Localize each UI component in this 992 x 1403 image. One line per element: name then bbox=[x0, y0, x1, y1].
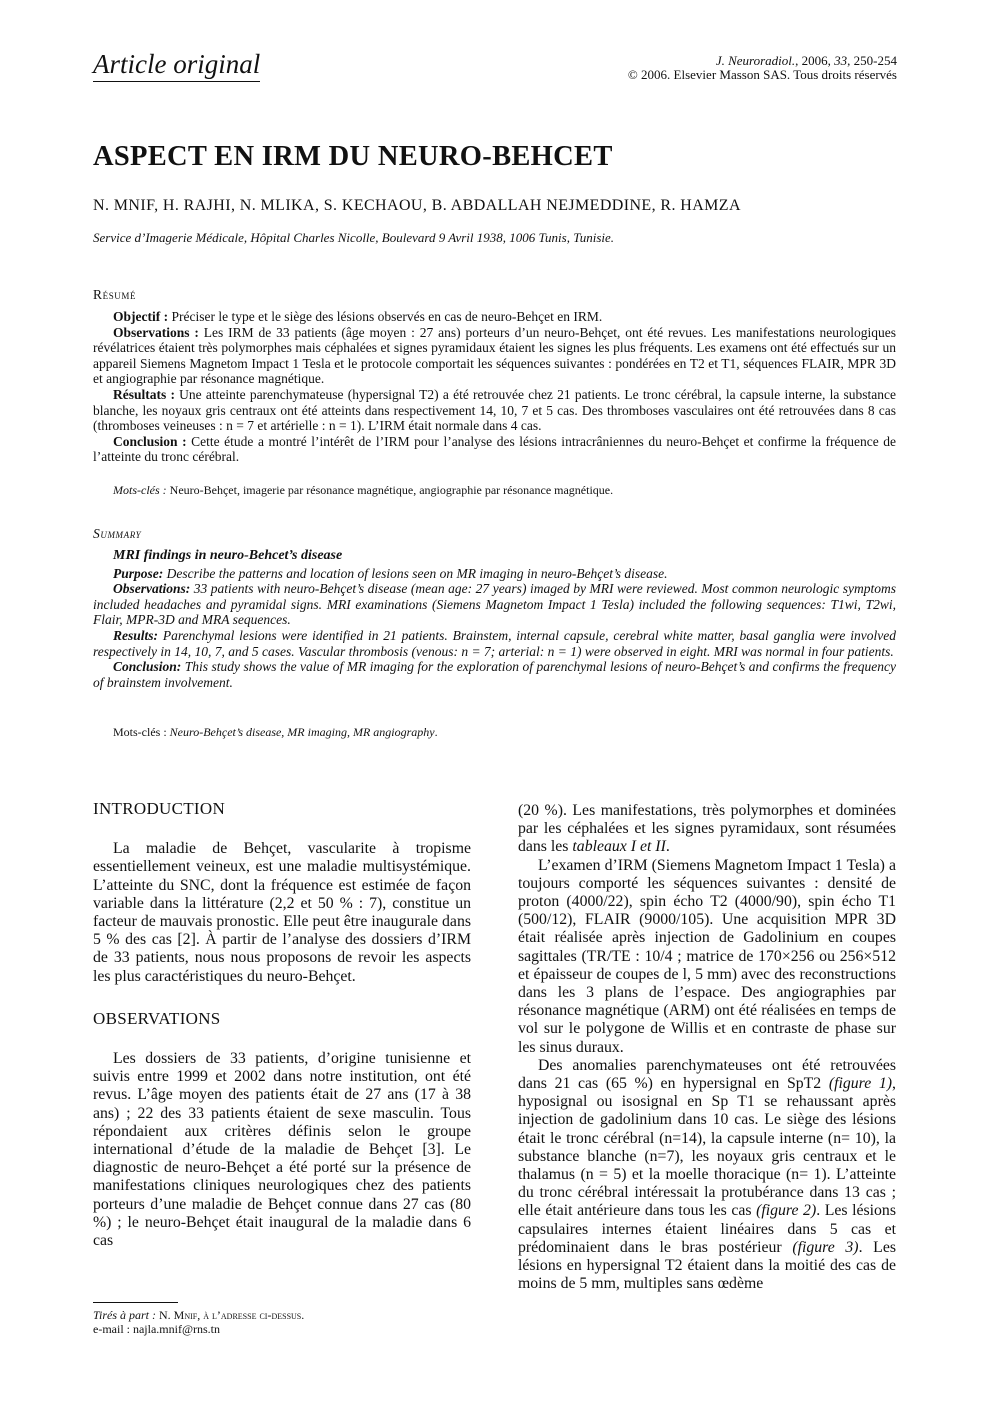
section-tag: Article original bbox=[93, 48, 260, 82]
resume-keywords bbox=[93, 483, 896, 498]
summary-keywords bbox=[93, 725, 896, 740]
resume-heading: Résumé bbox=[93, 287, 137, 302]
summary-results bbox=[93, 628, 896, 659]
summary-purpose-label: Purpose: bbox=[113, 565, 164, 581]
resume-resultats-text: Une atteinte parenchymateuse (hypersignal T2) a été retrouvée chez 21 patients. Le tronc cérébral, la capsule interne, la substance blanche, les noyaux gris centraux ont été atteints dans respectivement 14, 10, 7 et 5 cas. Des thromboses vasculaires ont été retrouvées dans 8 cas (thromboses veineuses : n = 7 et artérielle : n = 1). L’IRM était normale dans 4 cas. bbox=[93, 386, 896, 434]
journal-pages: , 250-254 bbox=[847, 53, 897, 68]
summary-observations-label: Observations: bbox=[113, 581, 191, 597]
figure-3-reference: (figure 3) bbox=[792, 1238, 859, 1256]
journal-name: J. Neuroradiol. bbox=[715, 53, 796, 68]
observations-paragraph: Les dossiers de 33 patients, d’origine tunisienne et suivis entre 1999 et 2002 dans notre institution, ont été revus. L’âge moyen des patients était de 27 ans (17 à 38 ans) ; 22 des 33 patients étaient de sexe masculin. Tous répondaient aux critères définis selon le groupe international d’étude de la maladie de Behçet [3]. Le diagnostic de neuro-Behçet a été porté sur la présence de manifestations cliniques neurologiques chez des patients porteurs d’une maladie de Behçet connue dans 27 cas (80 %) ; le neuro-Behçet était inaugural de la maladie dans 6 cas bbox=[93, 1050, 471, 1250]
summary-keywords-text: Neuro-Behçet’s disease, MR imaging, MR angiography bbox=[169, 725, 435, 739]
resume-resultats-label: Résultats : bbox=[113, 386, 175, 402]
summary-results-label: Results: bbox=[113, 627, 159, 643]
figure-2-reference: (figure 2) bbox=[756, 1202, 817, 1220]
summary-conclusion-text: This study shows the value of MR imaging for the exploration of parenchymal lesions of neuro-Behçet’s and confirms the frequency of brainstem involvement. bbox=[93, 659, 896, 690]
resume-keywords-text: Neuro-Behçet, imagerie par résonance magnétique, angiographie par résonance magnétique. bbox=[166, 483, 614, 497]
summary-keywords-label: Mots-clés : bbox=[113, 725, 170, 739]
copyright-line: © 2006. Elsevier Masson SAS. Tous droits réservés bbox=[627, 67, 897, 82]
summary-conclusion bbox=[93, 659, 896, 690]
citation-line bbox=[628, 54, 897, 68]
resume-resultats bbox=[93, 387, 896, 434]
resume-abstract bbox=[93, 309, 896, 465]
resume-observations-text: Les IRM de 33 patients (âge moyen : 27 ans) porteurs d’un neuro-Behçet, ont été revues. Les manifestations neurologiques révélatrices étaient très polymorphes mais céphalées et signes pyramidaux étaient les signes les plus fréquents. Les examens ont été effectués sur un appareil Siemens Magnetom Impact 1 Tesla et le protocole comportait les séquences suivantes : pondérées en T2 et T1, séquences FLAIR, MPR 3D et angiographie par résonance magnétique. bbox=[93, 324, 896, 387]
right-p3-text-d: . Les lésions en hypersignal T2 étaient dans la moitié des cas de moins de 5 mm, multiples sans œdème bbox=[518, 1238, 896, 1293]
email-line: e-mail : najla.mnif@rns.tn bbox=[93, 1322, 221, 1336]
resume-conclusion-label: Conclusion : bbox=[113, 433, 187, 449]
journal-volume: 33 bbox=[834, 53, 848, 68]
summary-purpose bbox=[93, 566, 896, 582]
resume-observations-label: Observations : bbox=[113, 324, 199, 340]
summary-observations-text: 33 patients with neuro-Behçet’s disease (mean age: 27 years) imaged by MRI were reviewed. Most common neurologic symptoms included headaches and pyramidal signs. MRI examinations (Siemens Magnetom Impact 1 Tesla) included the following sequences: T1wi, T2wi, Flair, MPR-3D and MRA sequences. bbox=[93, 581, 896, 628]
right-p1-end: . bbox=[665, 838, 670, 856]
article-title: ASPECT EN IRM DU NEURO-BEHCET bbox=[93, 141, 613, 172]
resume-keywords-label: Mots-clés : bbox=[113, 483, 167, 497]
right-paragraph-3 bbox=[518, 1057, 896, 1294]
summary-results-text: Parenchymal lesions were identified in 21 patients. Brainstem, internal capsule, cerebral white matter, basal ganglia were involved respectively in 14, 10, 7, and 5 cases. Vascular thrombosis (venous: n = 7; arterial: n = 1) were observed in eight. MRI was normal in four patients. bbox=[93, 627, 896, 659]
resume-observations bbox=[93, 325, 896, 387]
body-right-column bbox=[518, 802, 896, 1293]
right-paragraph-2: L’examen d’IRM (Siemens Magnetom Impact 1 Tesla) a toujours comporté les séquences suivantes : densité de proton (4000/22), spin écho T2 (4000/90), spin écho T1 (500/12), FLAIR (9000/105). Une acquisition MPR 3D était réalisée après injection de Gadolinium en coupes sagittales (TR/TE : 10/4 ; matrice de 170×256 ou 256×512 et épaisseur de coupes de l, 5 mm) avec des reconstructions dans les 3 plans de l’espace. Des angiographies par résonance magnétique (ARM) ont été réalisées en temps de vol sur le polygone de Willis et en contraste de phase sur les sinus duraux. bbox=[518, 856, 896, 1056]
right-p3-text-b: , hyposignal ou isosignal en Sp T1 se rehaussant après injection de gadolinium dans 10 cas. Le siège des lésions était le tronc cérébral (n=14), la capsule interne (n= 10), la substance blanche (n=7), les noyaux gris centraux et le thalamus (n = 5) et la moelle thoracique (n= 1). L’atteinte du tronc cérébral intéressait la protubérance dans 13 cas ; elle était antérieure dans tous les cas bbox=[518, 1075, 896, 1220]
journal-year: , 2006, bbox=[795, 53, 835, 68]
summary-purpose-text: Describe the patterns and location of lesions seen on MR imaging in neuro-Behçet’s disease. bbox=[163, 565, 668, 581]
summary-heading: Summary bbox=[93, 526, 142, 541]
reprint-author: N. Mnif, à l’adresse ci-dessus. bbox=[156, 1308, 305, 1322]
journal-reference bbox=[628, 54, 897, 82]
resume-conclusion bbox=[93, 434, 896, 465]
resume-objectif bbox=[93, 309, 896, 325]
summary-conclusion-label: Conclusion: bbox=[113, 659, 182, 675]
summary-title: MRI findings in neuro-Behcet’s disease bbox=[113, 548, 343, 563]
footnote bbox=[93, 1308, 304, 1336]
body-left-column bbox=[93, 800, 471, 1250]
summary-observations bbox=[93, 581, 896, 628]
resume-conclusion-text: Cette étude a montré l’intérêt de l’IRM pour l’analyse des lésions intracrâniennes du neuro-Behçet et confirme la fréquence de l’atteinte du tronc cérébral. bbox=[93, 433, 896, 465]
figure-1-reference: (figure 1) bbox=[828, 1075, 893, 1093]
author-list: N. MNIF, H. RAJHI, N. MLIKA, S. KECHAOU, B. ABDALLAH NEJMEDDINE, R. HAMZA bbox=[93, 197, 741, 214]
summary-keywords-end: . bbox=[434, 725, 438, 739]
affiliation: Service d’Imagerie Médicale, Hôpital Charles Nicolle, Boulevard 9 Avril 1938, 1006 Tunis, Tunisie. bbox=[93, 230, 615, 245]
introduction-heading: INTRODUCTION bbox=[93, 799, 226, 818]
reprint-line bbox=[93, 1308, 304, 1322]
right-p3-text-a: Des anomalies parenchymateuses ont été retrouvées dans 21 cas (65 %) en hypersignal en SpT2 bbox=[518, 1056, 896, 1093]
footnote-divider bbox=[93, 1302, 178, 1303]
right-p1-text: (20 %). Les manifestations, très polymorphes et dominées par les céphalées et les signes pyramidaux, sont résumées dans les bbox=[518, 802, 896, 856]
resume-objectif-text: Préciser le type et le siège des lésions observés en cas de neuro-Behçet en IRM. bbox=[168, 309, 603, 324]
right-p3-text-c: . Les lésions capsulaires internes étaient linéaires dans 5 cas et prédominaient dans le bras postérieur bbox=[518, 1202, 896, 1256]
resume-objectif-label: Objectif : bbox=[113, 309, 169, 324]
summary-abstract bbox=[93, 548, 896, 690]
introduction-paragraph: La maladie de Behçet, vascularite à tropisme essentiellement veineux, est une maladie multisystémique. L’atteinte du SNC, dont la fréquence est estimée de façon variable dans la littérature (2,2 et 50 % : 7), constitue un facteur de mauvais pronostic. Elle peut être inaugurale dans 5 % des cas [2]. À partir de l’analyse des dossiers d’IRM de 33 patients, nous nous proposons de revoir les aspects les plus caractéristiques du neuro-Behçet. bbox=[93, 840, 471, 985]
observations-heading: OBSERVATIONS bbox=[93, 1008, 221, 1028]
tables-reference: tableaux I et II bbox=[572, 838, 666, 856]
right-paragraph-1 bbox=[518, 802, 896, 857]
reprint-label: Tirés à part : bbox=[93, 1308, 157, 1322]
